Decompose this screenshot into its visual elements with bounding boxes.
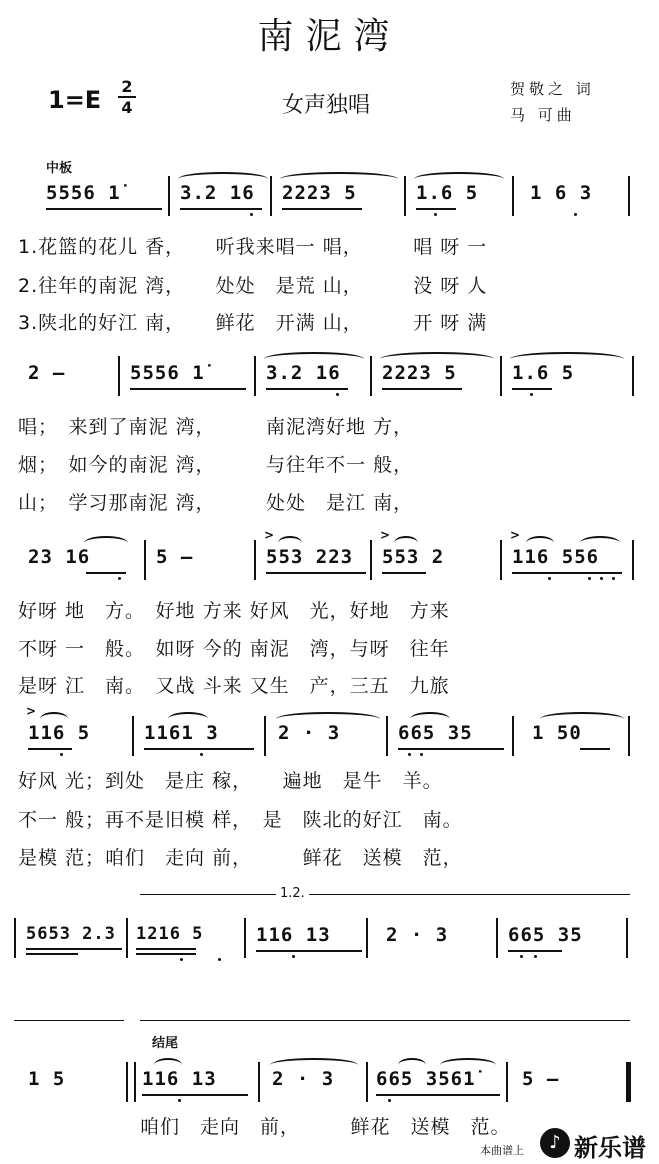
barline xyxy=(366,918,368,958)
octave-dot xyxy=(434,213,437,216)
octave-dot xyxy=(420,753,423,756)
underline xyxy=(382,388,462,390)
barline xyxy=(496,918,498,958)
volta-label: 1.2. xyxy=(276,886,309,901)
lyric-line: 唱； 来到了南泥 湾， 南泥湾好地 方， xyxy=(18,416,414,438)
lyric-line: 好呀 地 方。 好地 方来 好风 光，好地 方来 xyxy=(18,600,450,622)
lyric-line: 2.往年的南泥 湾， 处处 是荒 山， 没 呀 人 xyxy=(18,275,488,297)
underline xyxy=(46,208,162,210)
measure-notes: 2 · 3 xyxy=(278,722,341,744)
measure-notes: 665 35 xyxy=(508,924,583,946)
measure-notes: 2 · 3 xyxy=(386,924,449,946)
measure-notes: 5 — xyxy=(522,1068,560,1090)
measure-notes: 1161 3 xyxy=(144,722,219,744)
barline xyxy=(512,716,514,756)
performance-note: 女声独唱 xyxy=(282,93,371,118)
slur xyxy=(398,1058,426,1072)
lyric-line: 山； 学习那南泥 湾， 处处 是江 南， xyxy=(18,492,414,514)
underline xyxy=(136,948,196,950)
barline xyxy=(366,1062,368,1102)
barline xyxy=(370,356,372,396)
slur xyxy=(540,712,624,726)
measure-notes: 23 16 xyxy=(28,546,91,568)
octave-dot xyxy=(200,753,203,756)
octave-dot xyxy=(388,1099,391,1102)
meter-bottom: 4 xyxy=(121,98,133,117)
underline xyxy=(136,953,196,955)
slur xyxy=(154,1058,182,1072)
measure-notes: 1216 5 xyxy=(136,924,204,944)
barline xyxy=(132,716,134,756)
barline xyxy=(270,176,272,216)
barline xyxy=(370,540,372,580)
measure-notes: 1.6 5 xyxy=(416,182,479,204)
underline xyxy=(376,1094,500,1096)
underline xyxy=(26,948,122,950)
time-signature xyxy=(118,78,136,116)
underline xyxy=(144,748,254,750)
barline xyxy=(168,176,170,216)
octave-dot xyxy=(520,955,523,958)
slur xyxy=(276,712,380,726)
slur xyxy=(280,172,398,186)
barline xyxy=(500,356,502,396)
lyric-line: 是模 范；咱们 走向 前， 鲜花 送模 范， xyxy=(18,847,463,869)
barline xyxy=(258,1062,260,1102)
underline xyxy=(86,572,126,574)
staff-row-3 xyxy=(0,528,659,580)
octave-dot xyxy=(534,955,537,958)
underline xyxy=(266,572,366,574)
staff-row-2 xyxy=(0,356,659,396)
bracket-line xyxy=(14,1020,124,1033)
measure-notes: 3.2 16 xyxy=(180,182,255,204)
barline xyxy=(506,1062,508,1102)
measure-notes: 665 35 xyxy=(398,722,473,744)
octave-dot xyxy=(118,577,121,580)
measure-notes: 5 — xyxy=(156,546,194,568)
accent-mark: > xyxy=(26,704,37,718)
measure-notes: 2223 5 xyxy=(282,182,357,204)
barline xyxy=(628,176,630,216)
underline xyxy=(512,388,552,390)
measure-notes: 3.2 16 xyxy=(266,362,341,384)
octave-dot xyxy=(548,577,551,580)
tempo-marking: 中板 xyxy=(46,161,73,176)
octave-dot xyxy=(178,1099,181,1102)
octave-dot xyxy=(250,213,253,216)
octave-dot xyxy=(336,393,339,396)
underline xyxy=(398,748,504,750)
measure-notes: 1 50 xyxy=(532,722,582,744)
underline xyxy=(580,748,610,750)
barline xyxy=(244,918,246,958)
barline xyxy=(126,918,128,958)
octave-dot xyxy=(218,958,221,961)
measure-notes: 116 556 xyxy=(512,546,600,568)
accent-mark: > xyxy=(264,528,275,542)
lyric-line: 是呀 江 南。 又战 斗来 又生 产，三五 九旅 xyxy=(18,675,450,697)
barline xyxy=(144,540,146,580)
octave-dot xyxy=(612,577,615,580)
barline xyxy=(404,176,406,216)
lyric-line: 咱们 走向 前， 鲜花 送模 范。 xyxy=(140,1116,511,1138)
measure-notes: 5653 2.3 xyxy=(26,924,116,944)
site-logo-text: 新乐谱 xyxy=(574,1133,646,1162)
measure-notes: 5556 1̇ xyxy=(130,362,205,384)
slur xyxy=(168,712,208,726)
measure-notes: 116 13 xyxy=(256,924,331,946)
measure-notes: 5556 1̇ xyxy=(46,182,121,204)
barline xyxy=(500,540,502,580)
measure-notes: 2 — xyxy=(28,362,66,384)
slur xyxy=(440,1058,496,1072)
watermark-text: 本曲谱上 xyxy=(480,1144,524,1157)
barline xyxy=(632,356,634,396)
lyric-line: 不一 般；再不是旧模 样， 是 陕北的好江 南。 xyxy=(18,809,463,831)
measure-notes: 1 6 3 xyxy=(530,182,593,204)
song-title: 南泥湾 xyxy=(257,16,402,57)
barline xyxy=(626,918,628,958)
slur xyxy=(40,712,68,726)
barline xyxy=(264,716,266,756)
measure-notes: 2 · 3 xyxy=(272,1068,335,1090)
underline xyxy=(282,208,362,210)
barline xyxy=(512,176,514,216)
underline xyxy=(130,388,246,390)
octave-dot xyxy=(408,753,411,756)
underline xyxy=(26,953,78,955)
volta-bracket xyxy=(140,886,630,911)
measure-notes: 116 13 xyxy=(142,1068,217,1090)
octave-dot xyxy=(180,958,183,961)
meter-top: 2 xyxy=(121,77,133,96)
lyricist-credit: 贺敬之 词 xyxy=(510,80,595,98)
final-barline xyxy=(626,1062,631,1102)
underline xyxy=(416,208,456,210)
slur xyxy=(394,536,418,550)
octave-dot xyxy=(600,577,603,580)
underline xyxy=(266,388,348,390)
slur xyxy=(526,536,554,550)
key-signature: 1=E xyxy=(48,86,102,114)
underline xyxy=(382,572,426,574)
slur xyxy=(510,352,624,366)
slur xyxy=(178,172,268,186)
slur xyxy=(84,536,128,550)
bracket-line xyxy=(140,1020,630,1033)
measure-notes: 2223 5 xyxy=(382,362,457,384)
composer-credit: 马 可曲 xyxy=(510,106,576,124)
accent-mark: > xyxy=(510,528,521,542)
underline xyxy=(142,1094,248,1096)
music-note-icon: ♪ xyxy=(540,1128,570,1158)
slur xyxy=(410,712,450,726)
staff-row-6 xyxy=(0,1062,659,1102)
measure-notes: 665 3561̇ xyxy=(376,1068,476,1090)
lyric-line: 好风 光；到处 是庄 稼， 遍地 是牛 羊。 xyxy=(18,770,443,792)
lyric-line: 烟； 如今的南泥 湾， 与往年不一 般， xyxy=(18,454,414,476)
slur xyxy=(270,1058,358,1072)
underline xyxy=(508,950,562,952)
underline xyxy=(256,950,362,952)
octave-dot xyxy=(60,753,63,756)
measure-notes: 1 5 xyxy=(28,1068,66,1090)
coda-label: 结尾 xyxy=(152,1036,179,1051)
measure-notes: 116 5 xyxy=(28,722,91,744)
slur xyxy=(264,352,364,366)
measure-notes: 1.6 5 xyxy=(512,362,575,384)
octave-dot xyxy=(588,577,591,580)
underline xyxy=(180,208,262,210)
barline xyxy=(386,716,388,756)
lyric-line: 1.花篮的花儿 香， 听我来唱一 唱， 唱 呀 一 xyxy=(18,236,488,258)
octave-dot xyxy=(530,393,533,396)
lyric-line: 不呀 一 般。 如呀 今的 南泥 湾，与呀 往年 xyxy=(18,638,450,660)
accent-mark: > xyxy=(380,528,391,542)
measure-notes: 553 2 xyxy=(382,546,445,568)
slur xyxy=(278,536,302,550)
lyric-line: 3.陕北的好江 南， 鲜花 开满 山， 开 呀 满 xyxy=(18,312,488,334)
octave-dot xyxy=(292,955,295,958)
octave-dot xyxy=(574,213,577,216)
slur xyxy=(580,536,620,550)
barline xyxy=(628,716,630,756)
slur xyxy=(414,172,504,186)
underline xyxy=(512,572,622,574)
barline xyxy=(126,1062,128,1102)
slur xyxy=(380,352,494,366)
staff-row-5 xyxy=(0,918,659,958)
barline xyxy=(254,356,256,396)
barline xyxy=(254,540,256,580)
staff-row-1 xyxy=(0,176,659,216)
staff-row-4 xyxy=(0,704,659,756)
barline xyxy=(134,1062,136,1102)
measure-notes: 553 223 xyxy=(266,546,354,568)
underline xyxy=(28,748,72,750)
barline xyxy=(632,540,634,580)
barline xyxy=(118,356,120,396)
barline xyxy=(14,918,16,958)
